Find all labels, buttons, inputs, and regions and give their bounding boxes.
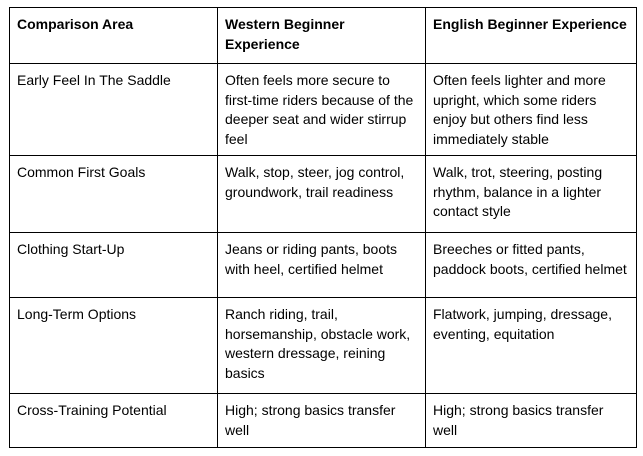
table-row [10, 394, 637, 448]
table-row [10, 233, 637, 298]
western-cell: High; strong basics transfer well [218, 394, 426, 448]
english-cell: Walk, trot, steering, posting rhythm, balance in a lighter contact style [426, 156, 637, 233]
row-label: Common First Goals [10, 156, 218, 233]
row-label: Cross-Training Potential [10, 394, 218, 448]
table-row [10, 298, 637, 394]
table-row [10, 64, 637, 156]
row-label: Early Feel In The Saddle [10, 64, 218, 156]
table-header-row [10, 8, 637, 64]
header-western: Western Beginner Experience [218, 8, 426, 64]
comparison-table [9, 7, 637, 448]
english-cell: High; strong basics transfer well [426, 394, 637, 448]
header-english: English Beginner Experience [426, 8, 637, 64]
row-label: Long-Term Options [10, 298, 218, 394]
western-cell: Jeans or riding pants, boots with heel, certified helmet [218, 233, 426, 298]
row-label: Clothing Start-Up [10, 233, 218, 298]
table-row [10, 156, 637, 233]
western-cell: Ranch riding, trail, horsemanship, obstacle work, western dressage, reining basics [218, 298, 426, 394]
western-cell: Walk, stop, steer, jog control, groundwork, trail readiness [218, 156, 426, 233]
english-cell: Flatwork, jumping, dressage, eventing, equitation [426, 298, 637, 394]
header-comparison-area: Comparison Area [10, 8, 218, 64]
western-cell: Often feels more secure to first-time riders because of the deeper seat and wider stirrup feel [218, 64, 426, 156]
english-cell: Breeches or fitted pants, paddock boots, certified helmet [426, 233, 637, 298]
english-cell: Often feels lighter and more upright, which some riders enjoy but others find less immediately stable [426, 64, 637, 156]
